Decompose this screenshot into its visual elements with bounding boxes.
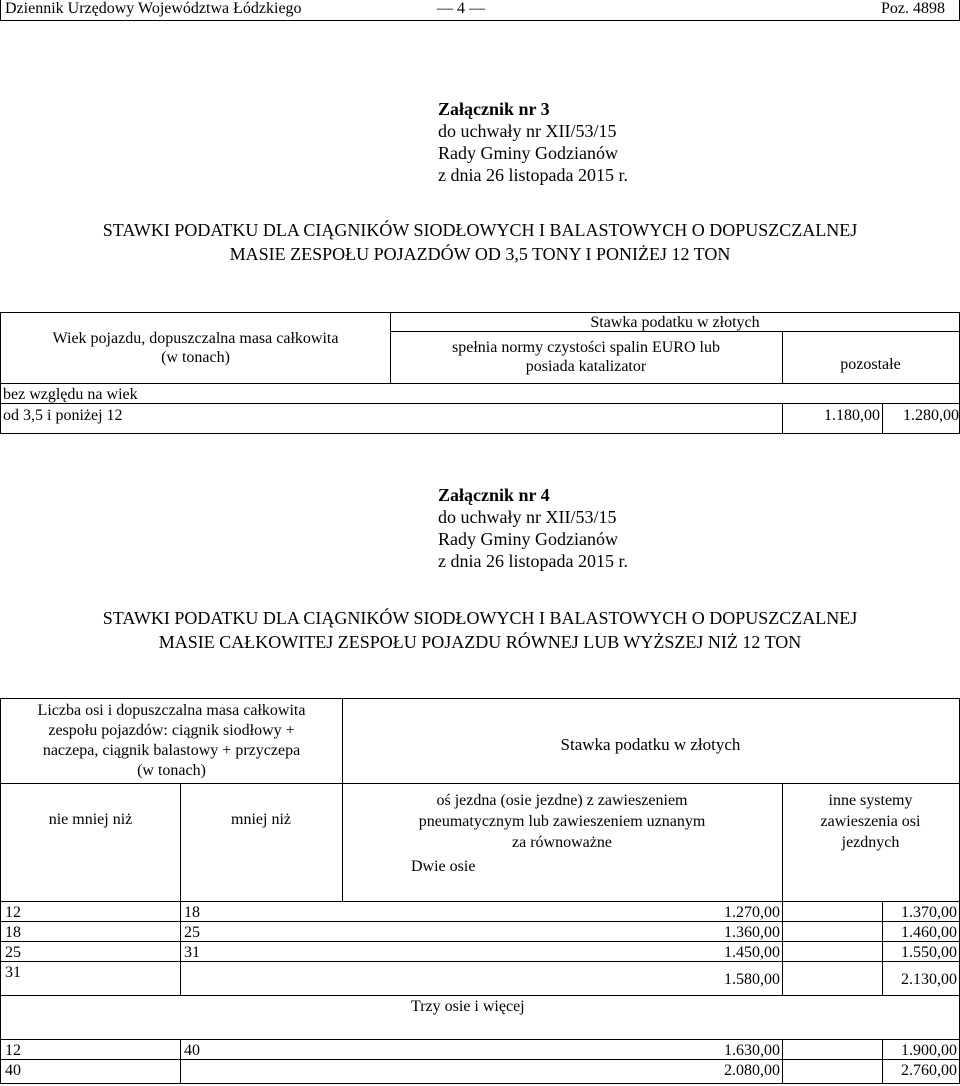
annex-4-council: Rady Gminy Godzianów	[438, 529, 618, 549]
col-euro-header: spełnia normy czystości spalin EURO lub posiada katalizator	[452, 339, 720, 375]
row-two-2-pneu: 1.360,00	[724, 924, 780, 941]
row-two-4-other: 2.130,00	[901, 971, 957, 988]
group-two-axles: Dwie osie	[411, 858, 476, 875]
group-three-axles: Trzy osie i więcej	[411, 998, 525, 1015]
rate-euro-value: 1.180,00	[824, 407, 880, 424]
position-number: Poz. 4898	[881, 0, 945, 17]
row-three-1-other: 1.900,00	[901, 1042, 957, 1059]
col-rate-header: Stawka podatku w złotych	[560, 735, 741, 754]
row-two-3-pneu: 1.450,00	[724, 944, 780, 961]
annex-3-heading	[438, 98, 628, 186]
row-two-4-min: 31	[5, 964, 21, 981]
row-three-1-min: 12	[5, 1042, 21, 1059]
section-3-title	[0, 218, 960, 266]
rate-other-value: 1.280,00	[903, 407, 959, 424]
row-group-label: bez względu na wiek	[3, 386, 138, 403]
col-other-suspension-header: inne systemy zawieszenia osi jezdnych	[820, 792, 921, 851]
row-two-4-pneu: 1.580,00	[724, 971, 780, 988]
row-label: od 3,5 i poniżej 12	[3, 407, 123, 424]
section-3-title-line2: MASIE ZESPOŁU POJAZDÓW OD 3,5 TONY I PONIŻEJ 12 TON	[229, 244, 731, 264]
annex-4-heading	[438, 484, 628, 572]
col-max-header: mniej niż	[231, 811, 291, 828]
row-two-3-other: 1.550,00	[901, 944, 957, 961]
row-two-2-other: 1.460,00	[901, 924, 957, 941]
col-axes-header: Liczba osi i dopuszczalna masa całkowita zespołu pojazdów: ciągnik siodłowy + naczepa, ciągnik balastowy + przyczepa (w tonach)	[37, 702, 306, 779]
annex-4-date: z dnia 26 listopada 2015 r.	[438, 551, 628, 571]
row-three-2-pneu: 2.080,00	[724, 1062, 780, 1079]
section-4-title	[0, 606, 960, 654]
col-min-header: nie mniej niż	[48, 811, 133, 828]
row-three-1-max: 40	[184, 1042, 200, 1059]
row-two-3-min: 25	[5, 944, 21, 961]
annex-4-title: Załącznik nr 4	[438, 485, 550, 505]
section-4-title-line2: MASIE CAŁKOWITEJ ZESPOŁU POJAZDU RÓWNEJ LUB WYŻSZEJ NIŻ 12 TON	[158, 632, 802, 652]
annex-3-title: Załącznik nr 3	[438, 99, 550, 119]
col-other-header: pozostałe	[840, 356, 901, 373]
row-two-1-pneu: 1.270,00	[724, 904, 780, 921]
row-three-2-min: 40	[5, 1062, 21, 1079]
annex-3-date: z dnia 26 listopada 2015 r.	[438, 165, 628, 185]
annex-3-council: Rady Gminy Godzianów	[438, 143, 618, 163]
col-rate-header: Stawka podatku w złotych	[590, 314, 760, 331]
row-three-1-pneu: 1.630,00	[724, 1042, 780, 1059]
annex-4-resolution: do uchwały nr XII/53/15	[438, 507, 617, 527]
row-two-2-min: 18	[5, 924, 21, 941]
row-two-1-other: 1.370,00	[901, 904, 957, 921]
section-4-title-line1: STAWKI PODATKU DLA CIĄGNIKÓW SIODŁOWYCH I BALASTOWYCH O DOPUSZCZALNEJ	[102, 608, 858, 628]
row-two-1-max: 18	[184, 904, 200, 921]
row-two-1-min: 12	[5, 904, 21, 921]
page-number: — 4 —	[437, 0, 485, 17]
table-3	[0, 312, 960, 434]
table-4	[0, 698, 960, 1084]
row-two-2-max: 25	[184, 924, 200, 941]
col-age-header: Wiek pojazdu, dopuszczalna masa całkowita (w tonach)	[52, 330, 339, 366]
row-two-3-max: 31	[184, 944, 200, 961]
section-3-title-line1: STAWKI PODATKU DLA CIĄGNIKÓW SIODŁOWYCH I BALASTOWYCH O DOPUSZCZALNEJ	[102, 220, 858, 240]
annex-3-resolution: do uchwały nr XII/53/15	[438, 121, 617, 141]
row-three-2-other: 2.760,00	[901, 1062, 957, 1079]
col-pneumatic-header: oś jezdna (osie jezdne) z zawieszeniem pneumatycznym lub zawieszeniem uznanym za równoważne	[418, 792, 706, 851]
page-header	[0, 0, 960, 21]
journal-name: Dziennik Urzędowy Województwa Łódzkiego	[5, 0, 302, 17]
